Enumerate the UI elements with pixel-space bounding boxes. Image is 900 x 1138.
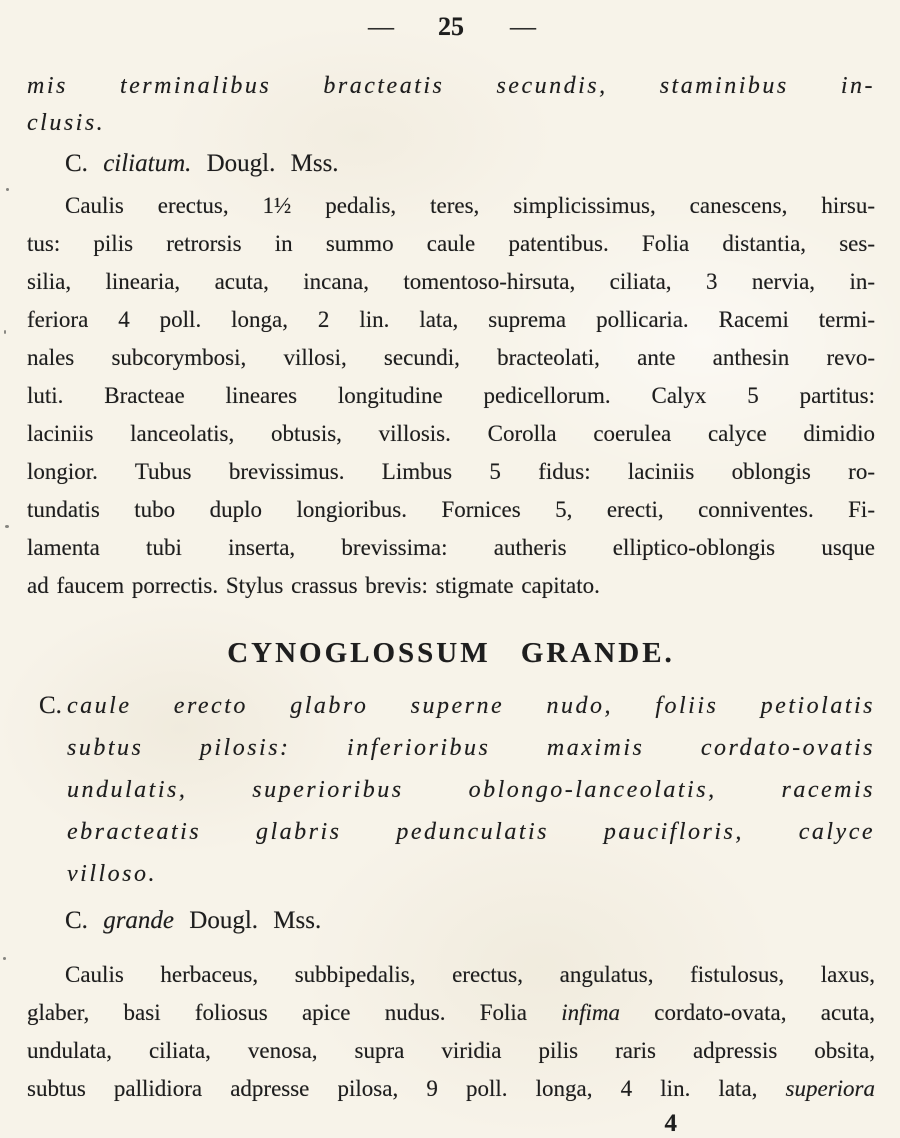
- text-segment: feriora 4 poll. longa, 2 lin. lata, suprema pollicaria. Racemi termi-: [27, 307, 875, 332]
- species-heading-cynoglossum-grande: CYNOGLOSSUM GRANDE.: [227, 637, 675, 669]
- text-segment: C.: [65, 907, 104, 934]
- italic-text-segment: subtus pilosis: inferioribus maximis cordato-ovatis: [67, 735, 875, 761]
- diagnosis-grande-label: C.: [39, 692, 62, 719]
- reference-line-grande: [27, 902, 875, 940]
- body-paragraph-grande: [27, 956, 875, 1108]
- signature-mark: 4: [664, 1110, 677, 1137]
- text-line: [27, 956, 875, 994]
- text-segment: glaber, basi foliosus apice nudus. Folia: [27, 1000, 562, 1025]
- text-line: [27, 415, 875, 453]
- text-segment: undulata, ciliata, venosa, supra viridia pilis raris adpressis obsita,: [27, 1038, 875, 1063]
- text-segment: laciniis lanceolatis, obtusis, villosis. Corolla coerulea calyce dimidio: [27, 421, 875, 446]
- text-line: [27, 263, 875, 301]
- diagnosis-grande-paragraph: [39, 685, 875, 895]
- text-line: [67, 853, 875, 895]
- italic-text-segment: grande: [103, 907, 175, 934]
- text-line: [27, 339, 875, 377]
- text-segment: cordato-ovata, acuta,: [620, 1000, 875, 1025]
- italic-text-segment: infima: [561, 1000, 621, 1025]
- scan-speck: [3, 957, 6, 960]
- text-segment: luti. Bracteae lineares longitudine pedicellorum. Calyx 5 partitus:: [27, 383, 875, 408]
- text-line: [67, 811, 875, 853]
- text-segment: Caulis erectus, 1½ pedalis, teres, simplicissimus, canescens, hirsu-: [65, 193, 875, 218]
- text-segment: Dougl. Mss.: [174, 907, 322, 934]
- text-line: [27, 377, 875, 415]
- italic-text-segment: villoso.: [67, 861, 157, 887]
- text-line: [27, 529, 875, 567]
- text-line: [67, 685, 875, 727]
- text-segment: silia, linearia, acuta, incana, tomentoso-hirsuta, ciliata, 3 nervia, in-: [27, 269, 875, 294]
- text-segment: nales subcorymbosi, villosi, secundi, bracteolati, ante anthesin revo-: [27, 345, 875, 370]
- italic-text-segment: caule erecto glabro superne nudo, foliis petiolatis: [67, 693, 875, 719]
- text-line: [27, 453, 875, 491]
- text-line: [27, 902, 875, 940]
- text-segment: Dougl. Mss.: [191, 150, 339, 177]
- page-number: 25: [438, 12, 464, 41]
- body-paragraph-ciliatum: [27, 187, 875, 605]
- text-line: [27, 491, 875, 529]
- text-line: [27, 105, 875, 142]
- text-line: [27, 145, 875, 183]
- text-segment: lamenta tubi inserta, brevissima: autheris elliptico-oblongis usque: [27, 535, 875, 560]
- italic-text-segment: ciliatum.: [103, 150, 192, 177]
- text-line: [27, 1070, 875, 1108]
- diagnosis-continuation-paragraph: [27, 68, 875, 142]
- scan-speck: [4, 330, 6, 334]
- text-segment: Caulis herbaceus, subbipedalis, erectus, angulatus, fistulosus, laxus,: [65, 962, 875, 987]
- text-line: [27, 567, 875, 605]
- scan-speck: [5, 525, 9, 528]
- text-line: [27, 301, 875, 339]
- scan-speck: [6, 188, 9, 191]
- italic-text-segment: undulatis, superioribus oblongo-lanceolatis, racemis: [67, 777, 875, 803]
- italic-text-segment: superiora: [785, 1076, 875, 1101]
- text-segment: tundatis tubo duplo longioribus. Fornices 5, erecti, conniventes. Fi-: [27, 497, 875, 522]
- text-segment: subtus pallidiora adpresse pilosa, 9 poll. longa, 4 lin. lata,: [27, 1076, 786, 1101]
- text-line: [27, 68, 875, 105]
- text-line: [27, 994, 875, 1032]
- text-line: [67, 769, 875, 811]
- text-segment: C.: [65, 150, 104, 177]
- text-segment: tus: pilis retrorsis in summo caule patentibus. Folia distantia, ses-: [27, 231, 875, 256]
- reference-line-ciliatum: [27, 145, 875, 183]
- text-line: [27, 1032, 875, 1070]
- italic-text-segment: ebracteatis glabris pedunculatis paucifloris, calyce: [67, 819, 875, 845]
- text-segment: longior. Tubus brevissimus. Limbus 5 fidus: laciniis oblongis ro-: [27, 459, 875, 484]
- italic-text-segment: mis terminalibus bracteatis secundis, staminibus in-: [27, 73, 875, 99]
- italic-text-segment: clusis.: [27, 110, 106, 136]
- head-dash-left: —: [368, 12, 392, 41]
- text-segment: ad faucem porrectis. Stylus crassus brevis: stigmate capitato.: [27, 573, 600, 598]
- text-line: [27, 187, 875, 225]
- text-line: [27, 225, 875, 263]
- head-dash-right: —: [510, 12, 534, 41]
- running-head: [27, 10, 875, 44]
- text-line: [67, 727, 875, 769]
